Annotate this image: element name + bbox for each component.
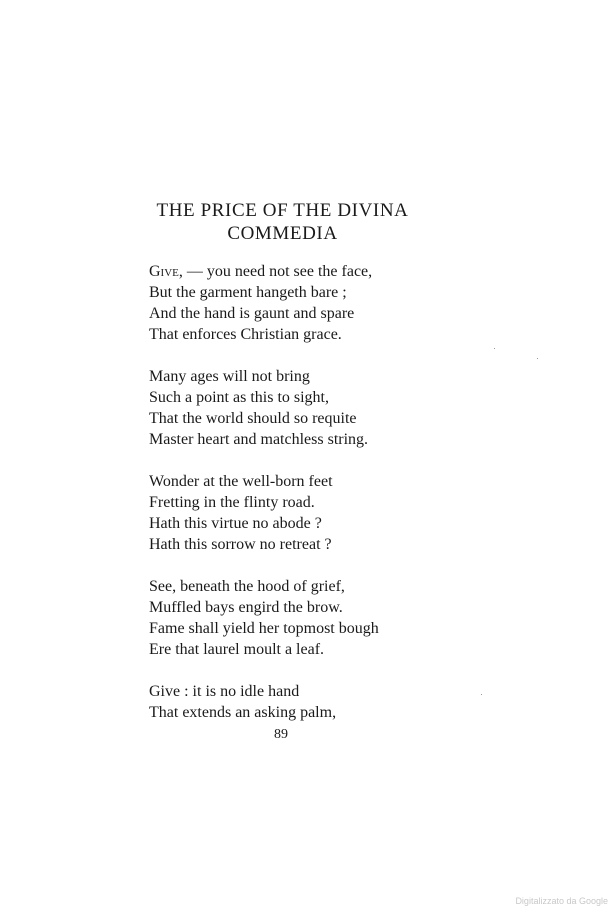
scan-speck <box>481 694 482 695</box>
poem-title-line-2: COMMEDIA <box>227 223 338 244</box>
stanza-4 <box>149 576 379 660</box>
opening-line-rest: — you need not see the face, <box>182 263 373 280</box>
scan-speck <box>537 358 538 359</box>
poem-line: But the garment hangeth bare ; <box>149 284 347 301</box>
poem-line: Fame shall yield her topmost bough <box>149 620 379 637</box>
stanza-3 <box>149 471 379 555</box>
poem-line: Such a point as this to sight, <box>149 389 329 406</box>
stanza-1 <box>149 261 379 345</box>
stanza-2 <box>149 366 379 450</box>
poem-line: Ere that laurel moult a leaf. <box>149 641 325 658</box>
poem-line: Many ages will not bring <box>149 368 310 385</box>
poem-body <box>149 261 379 723</box>
scan-watermark: Digitalizzato da Google <box>515 896 608 906</box>
poem-line: Hath this sorrow no retreat ? <box>149 536 332 553</box>
poem-line: Wonder at the well-born feet <box>149 473 333 490</box>
poem-line: Give : it is no idle hand <box>149 683 300 700</box>
poem-title-line-1: THE PRICE OF THE DIVINA <box>156 200 409 221</box>
poem-line: Fretting in the flinty road. <box>149 494 315 511</box>
poem-line <box>149 261 379 282</box>
opening-word: Give, <box>149 263 183 280</box>
poem-line: Hath this virtue no abode ? <box>149 515 322 532</box>
poem-line: And the hand is gaunt and spare <box>149 305 355 322</box>
poem-line: Muffled bays engird the brow. <box>149 599 343 616</box>
page-number: 89 <box>274 727 288 742</box>
poem-line: Master heart and matchless string. <box>149 431 369 448</box>
scan-speck <box>494 348 495 349</box>
poem-line: That extends an asking palm, <box>149 704 337 721</box>
poem-line: That enforces Christian grace. <box>149 326 342 343</box>
poem-line: That the world should so requite <box>149 410 357 427</box>
poem-line: See, beneath the hood of grief, <box>149 578 345 595</box>
stanza-5 <box>149 681 379 723</box>
